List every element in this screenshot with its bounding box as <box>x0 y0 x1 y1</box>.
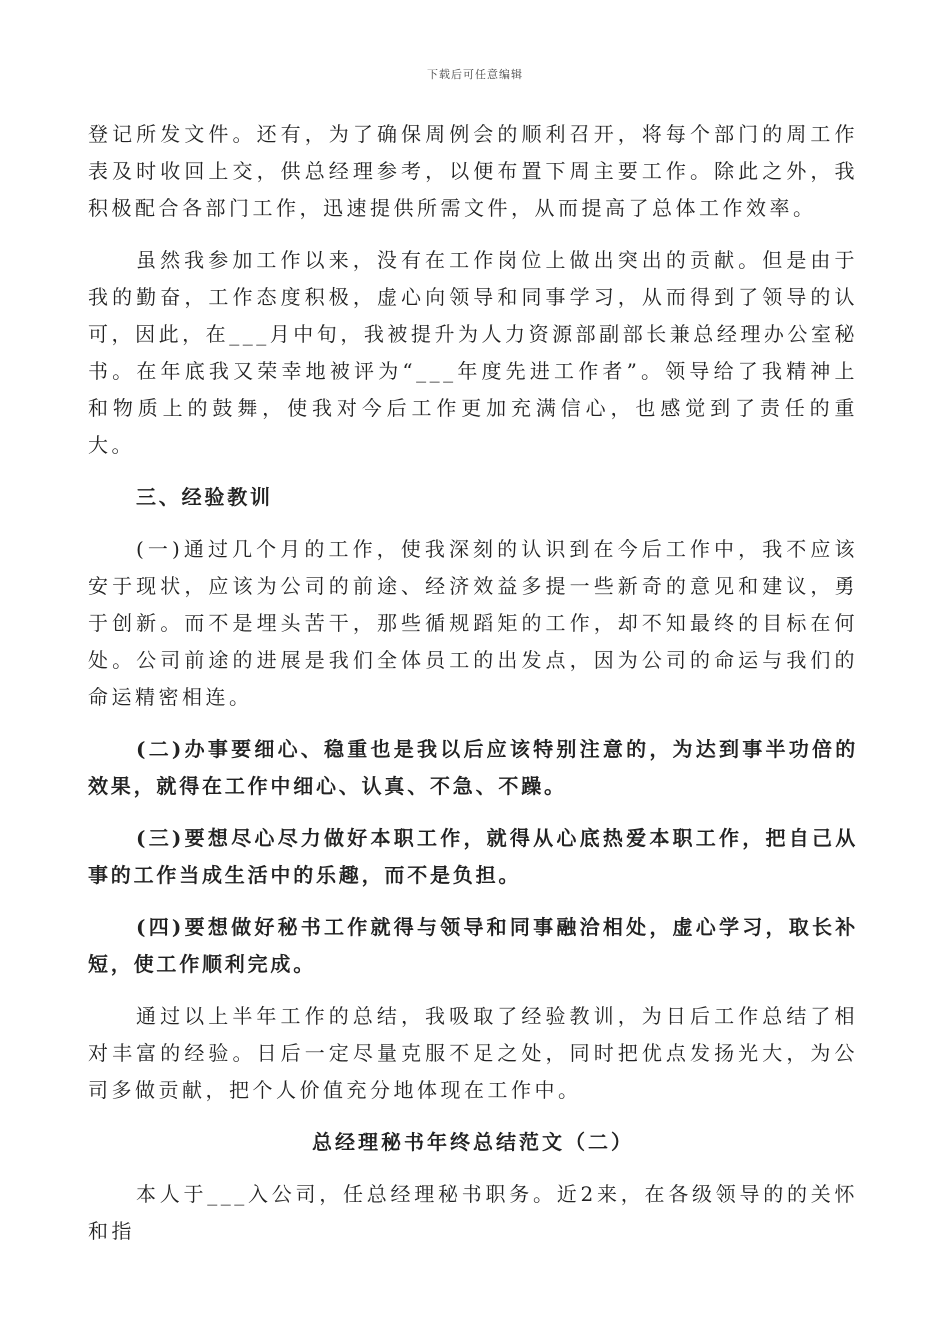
section-heading: 三、经验教训 <box>136 485 273 509</box>
page-header: 下载后可任意编辑 <box>427 68 523 81</box>
paragraph-2: 虽然我参加工作以来，没有在工作岗位上做出突出的贡献。但是由于我的勤奋，工作态度积极，虚心向领导和同事学习，从而得到了领导的认可，因此，在___月中旬，我被提升为人力资源部副部长兼总经理办公室秘书。在年底我又荣幸地被评为“___年度先进工作者”。领导给了我精神上和物质上的鼓舞，使我对今后工作更加充满信心，也感觉到了责任的重大。 <box>88 248 858 457</box>
summary-paragraph: 通过以上半年工作的总结，我吸取了经验教训，为日后工作总结了相对丰富的经验。日后一定尽量克服不足之处，同时把优点发扬光大，为公司多做贡献，把个人价值充分地体现在工作中。 <box>88 1004 858 1102</box>
paragraph-1: 登记所发文件。还有，为了确保周例会的顺利召开，将每个部门的周工作表及时收回上交，供总经理参考，以便布置下周主要工作。除此之外，我积极配合各部门工作，迅速提供所需文件，从而提高了总体工作效率。 <box>88 122 858 220</box>
lesson-item-3: (三)要想尽心尽力做好本职工作，就得从心底热爱本职工作，把自己从事的工作当成生活中的乐趣，而不是负担。 <box>88 826 858 887</box>
lesson-item-2: (二)办事要细心、稳重也是我以后应该特别注意的，为达到事半功倍的效果，就得在工作中细心、认真、不急、不躁。 <box>88 737 858 798</box>
document-body <box>88 116 858 1250</box>
lesson-item-4: (四)要想做好秘书工作就得与领导和同事融洽相处，虚心学习，取长补短，使工作顺利完成。 <box>88 915 858 976</box>
lesson-item-1: (一)通过几个月的工作，使我深刻的认识到在今后工作中，我不应该安于现状，应该为公司的前途、经济效益多提一些新奇的意见和建议，勇于创新。而不是埋头苦干，那些循规蹈矩的工作，却不知最终的目标在何处。公司前途的进展是我们全体员工的出发点，因为公司的命运与我们的命运精密相连。 <box>88 537 858 709</box>
paragraph-last: 本人于___入公司，任总经理秘书职务。近2来，在各级领导的的关怀和指 <box>88 1182 858 1243</box>
section-title: 总经理秘书年终总结范文（二） <box>312 1130 634 1154</box>
